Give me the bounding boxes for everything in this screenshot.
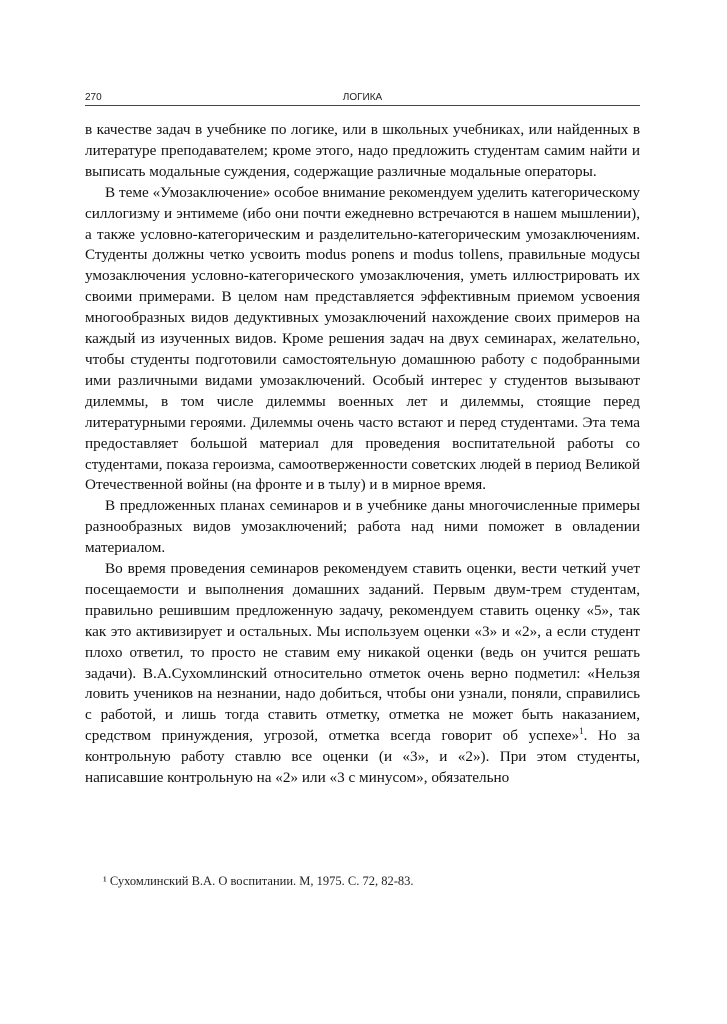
body-text <box>85 120 640 789</box>
paragraph-3 <box>85 496 640 559</box>
footnote-reference: 1 <box>579 726 584 737</box>
header-rule <box>85 105 640 106</box>
paragraph-4-text: Во время проведения семинаров рекомендуем ставить оценки, вести четкий учет посещаемости и выполнения домашних заданий. Первым двум-трем студентам, правильно решившим предложенную задачу, рекомендуем ставить оценку «5», так как это активизирует и остальных. Мы используем оценки «3» и «2», а если студент плохо ответил, то просто не ставим ему никакой оценки (ведь он учится решать задачи). В.А.Сухомлинский относительно отметок очень верно подметил: «Нельзя ловить учеников на незнании, надо добиться, чтобы они узнали, поняли, справились с работой, и лишь тогда ставить отметку, отметка не может быть наказанием, средством принуждения, угрозой, отметка всегда говорит об успехе» <box>85 560 640 745</box>
paragraph-1-text: в качестве задач в учебнике по логике, или в школьных учебниках, или найденных в литературе преподавателем; кроме этого, надо предложить студентам самим найти и выписать модальные суждения, содержащие различные модальные операторы. <box>85 121 640 180</box>
paragraph-2-text: В теме «Умозаключение» особое внимание рекомендуем уделить категорическому силлогизму и энтимеме (ибо они почти ежедневно встречаются в нашем мышлении), а также условно-категорическим и разделительно-категорическим умозаключениям. Студенты должны четко усвоить modus ponens и modus tollens, правильные модусы умозаключения условно-категорического умозаключения, уметь иллюстрировать их своими примерами. В целом нам представляется эффективным приемом усвоения многообразных видов дедуктивных умозаключений нахождение своих примеров на каждый из изученных видов. Кроме решения задач на двух семинарах, желательно, чтобы студенты подготовили самостоятельную домашнюю работу с подобранными ими различными видами умозаключений. Особый интерес у студентов вызывают дилеммы, в том числе дилеммы военных лет и дилеммы, стоящие перед литературными героями. Дилеммы очень часто встают и перед студентами. Эта тема предоставляет большой материал для проведения воспитательной работы со студентами, показа героизма, самоотверженности советских людей в период Великой Отечественной войны (на фронте и в тылу) и в мирное время. <box>85 183 640 494</box>
paragraph-3-text: В предложенных планах семинаров и в учебнике даны многочисленные примеры разнообразных видов умозаключений; работа над ними поможет в овладении материалом. <box>85 497 640 557</box>
paragraph-2 <box>85 183 640 497</box>
paragraph-4-tail: . Но за контрольную работу ставлю все оценки (и «3», и «2»). При этом студенты, написавшие контрольную на «2» или «3 с минусом», обязательно <box>85 727 640 787</box>
page-number: 270 <box>85 92 102 103</box>
running-title: ЛОГИКА <box>342 92 383 103</box>
running-header <box>85 92 640 106</box>
paragraph-4 <box>85 559 640 789</box>
paragraph-1 <box>85 120 640 183</box>
footnote: ¹ Сухомлинский В.А. О воспитании. М, 1975. С. 72, 82-83. <box>103 874 414 888</box>
